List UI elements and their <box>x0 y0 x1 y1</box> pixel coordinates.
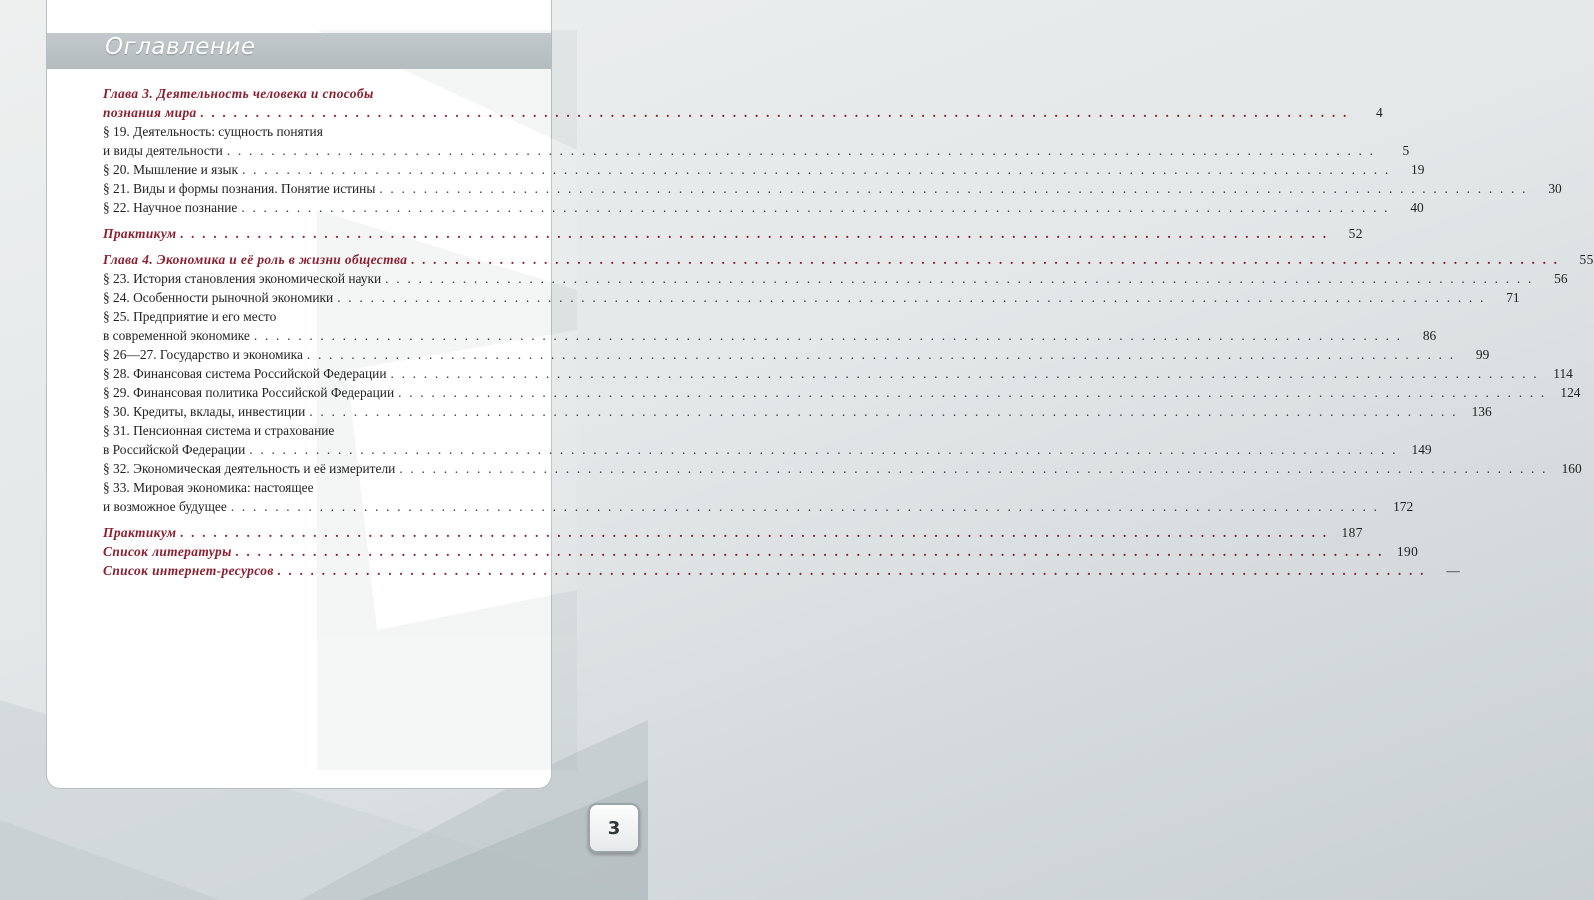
toc-chapter-row[interactable] <box>103 561 1461 580</box>
toc-title: Список литературы <box>103 544 232 559</box>
toc-page-number: 30 <box>1548 181 1562 196</box>
toc-entry-row[interactable] <box>103 269 1568 288</box>
toc-page-number: 172 <box>1393 499 1414 514</box>
toc-line <box>103 250 1594 269</box>
toc-entry-row[interactable] <box>103 288 1520 307</box>
toc-leader-dots <box>337 288 1485 307</box>
toc-line <box>103 160 1425 179</box>
toc-leader-dots <box>201 103 1349 122</box>
toc-chapter-row[interactable] <box>103 542 1419 561</box>
toc-leader-dots <box>180 523 1328 542</box>
toc-page-number: 5 <box>1402 143 1410 158</box>
toc-page-number: 56 <box>1554 271 1568 286</box>
toc-title: § 32. Экономическая деятельность и её измерители <box>103 461 396 476</box>
toc-leader-dots <box>309 402 1457 421</box>
toc-page-number: 19 <box>1411 162 1425 177</box>
toc-title: § 20. Мышление и язык <box>103 162 239 177</box>
toc-title: § 29. Финансовая политика Российской Федерации <box>103 385 395 400</box>
toc-leader-dots <box>379 179 1527 198</box>
toc-entry-row[interactable] <box>103 364 1573 383</box>
toc-title: § 24. Особенности рыночной экономики <box>103 290 334 305</box>
toc-line <box>103 440 1432 459</box>
toc-leader-dots <box>249 440 1397 459</box>
table-of-contents <box>103 84 1594 580</box>
toc-leader-dots <box>385 269 1533 288</box>
toc-leader-dots <box>180 224 1328 243</box>
toc-title: § 31. Пенсионная система и страхование <box>103 423 335 438</box>
toc-page-number: 136 <box>1471 404 1492 419</box>
toc-page-number: 4 <box>1375 105 1384 120</box>
toc-chapter-row[interactable] <box>103 250 1594 269</box>
toc-title: Практикум <box>103 226 177 241</box>
toc-line <box>103 561 1461 580</box>
toc-chapter-row[interactable] <box>103 523 1363 542</box>
toc-line <box>103 345 1490 364</box>
toc-line <box>103 459 1582 478</box>
toc-page-number: 52 <box>1348 226 1363 241</box>
toc-title: § 28. Финансовая система Российской Федерации <box>103 366 387 381</box>
toc-leader-dots <box>398 383 1546 402</box>
toc-page-number: 55 <box>1579 252 1594 267</box>
toc-leader-dots <box>236 542 1384 561</box>
toc-header-bar <box>47 33 551 69</box>
toc-title: § 22. Научное познание <box>103 200 238 215</box>
toc-line <box>103 224 1363 243</box>
toc-line <box>103 141 1410 160</box>
toc-line <box>103 198 1424 217</box>
toc-title: в Российской Федерации <box>103 442 246 457</box>
toc-spacer <box>103 217 555 224</box>
toc-page-number: 71 <box>1506 290 1520 305</box>
toc-page-number: 124 <box>1560 385 1581 400</box>
toc-page-number: — <box>1446 563 1461 578</box>
toc-line <box>103 523 1363 542</box>
toc-entry-row[interactable] <box>103 402 1492 421</box>
toc-line <box>103 122 555 141</box>
toc-title: § 25. Предприятие и его место <box>103 309 277 324</box>
page-number-badge: 3 <box>588 803 640 853</box>
toc-title: § 21. Виды и формы познания. Понятие истины <box>103 181 376 196</box>
toc-line <box>103 84 555 103</box>
toc-line <box>103 542 1419 561</box>
toc-page-number: 187 <box>1341 525 1363 540</box>
toc-leader-dots <box>307 345 1455 364</box>
toc-title: § 33. Мировая экономика: настоящее <box>103 480 314 495</box>
toc-entry-row[interactable] <box>103 122 1410 160</box>
toc-title: § 30. Кредиты, вклады, инвестиции <box>103 404 306 419</box>
toc-leader-dots <box>390 364 1538 383</box>
toc-title: § 23. История становления экономической науки <box>103 271 382 286</box>
toc-title: Глава 3. Деятельность человека и способы <box>103 86 374 101</box>
toc-line <box>103 269 1568 288</box>
toc-panel <box>46 0 1594 789</box>
toc-leader-dots <box>278 561 1426 580</box>
toc-title: Практикум <box>103 525 177 540</box>
toc-line <box>103 497 1414 516</box>
toc-chapter-row[interactable] <box>103 84 1384 122</box>
toc-title: Глава 4. Экономика и её роль в жизни общества <box>103 252 408 267</box>
toc-entry-row[interactable] <box>103 421 1432 459</box>
toc-line <box>103 478 555 497</box>
toc-entry-row[interactable] <box>103 179 1562 198</box>
toc-line <box>103 179 1562 198</box>
toc-leader-dots <box>242 160 1390 179</box>
toc-leader-dots <box>241 198 1389 217</box>
toc-entry-row[interactable] <box>103 459 1582 478</box>
toc-entry-row[interactable] <box>103 198 1424 217</box>
toc-page-number: 190 <box>1396 544 1419 559</box>
toc-page-number: 40 <box>1410 200 1424 215</box>
toc-title: и виды деятельности <box>103 143 223 158</box>
toc-title: в современной экономике <box>103 328 250 343</box>
toc-title: и возможное будущее <box>103 499 227 514</box>
toc-leader-dots <box>399 459 1547 478</box>
toc-title: § 26—27. Государство и экономика <box>103 347 303 362</box>
toc-line <box>103 307 555 326</box>
toc-page-number: 86 <box>1422 328 1437 343</box>
toc-page-number: 99 <box>1475 347 1490 362</box>
toc-line <box>103 364 1573 383</box>
toc-page-number: 160 <box>1561 461 1582 476</box>
toc-line <box>103 103 1384 122</box>
toc-page-number: 149 <box>1411 442 1432 457</box>
toc-entry-row[interactable] <box>103 307 1437 345</box>
toc-line <box>103 288 1520 307</box>
toc-title: Список интернет-ресурсов <box>103 563 274 578</box>
toc-entry-row[interactable] <box>103 383 1581 402</box>
toc-leader-dots <box>231 497 1379 516</box>
page-title: Оглавление <box>105 34 256 60</box>
toc-line <box>103 421 555 440</box>
toc-leader-dots <box>227 141 1375 160</box>
toc-title: познания мира <box>103 105 197 120</box>
toc-line <box>103 383 1581 402</box>
toc-leader-dots <box>254 326 1402 345</box>
toc-spacer <box>103 516 555 523</box>
toc-entry-row[interactable] <box>103 345 1490 364</box>
toc-entry-row[interactable] <box>103 160 1425 179</box>
toc-spacer <box>103 243 555 250</box>
toc-leader-dots <box>411 250 1559 269</box>
toc-title: § 19. Деятельность: сущность понятия <box>103 124 323 139</box>
toc-entry-row[interactable] <box>103 478 1414 516</box>
toc-line <box>103 402 1492 421</box>
toc-chapter-row[interactable] <box>103 224 1363 243</box>
toc-page-number: 114 <box>1553 366 1573 381</box>
toc-line <box>103 326 1437 345</box>
